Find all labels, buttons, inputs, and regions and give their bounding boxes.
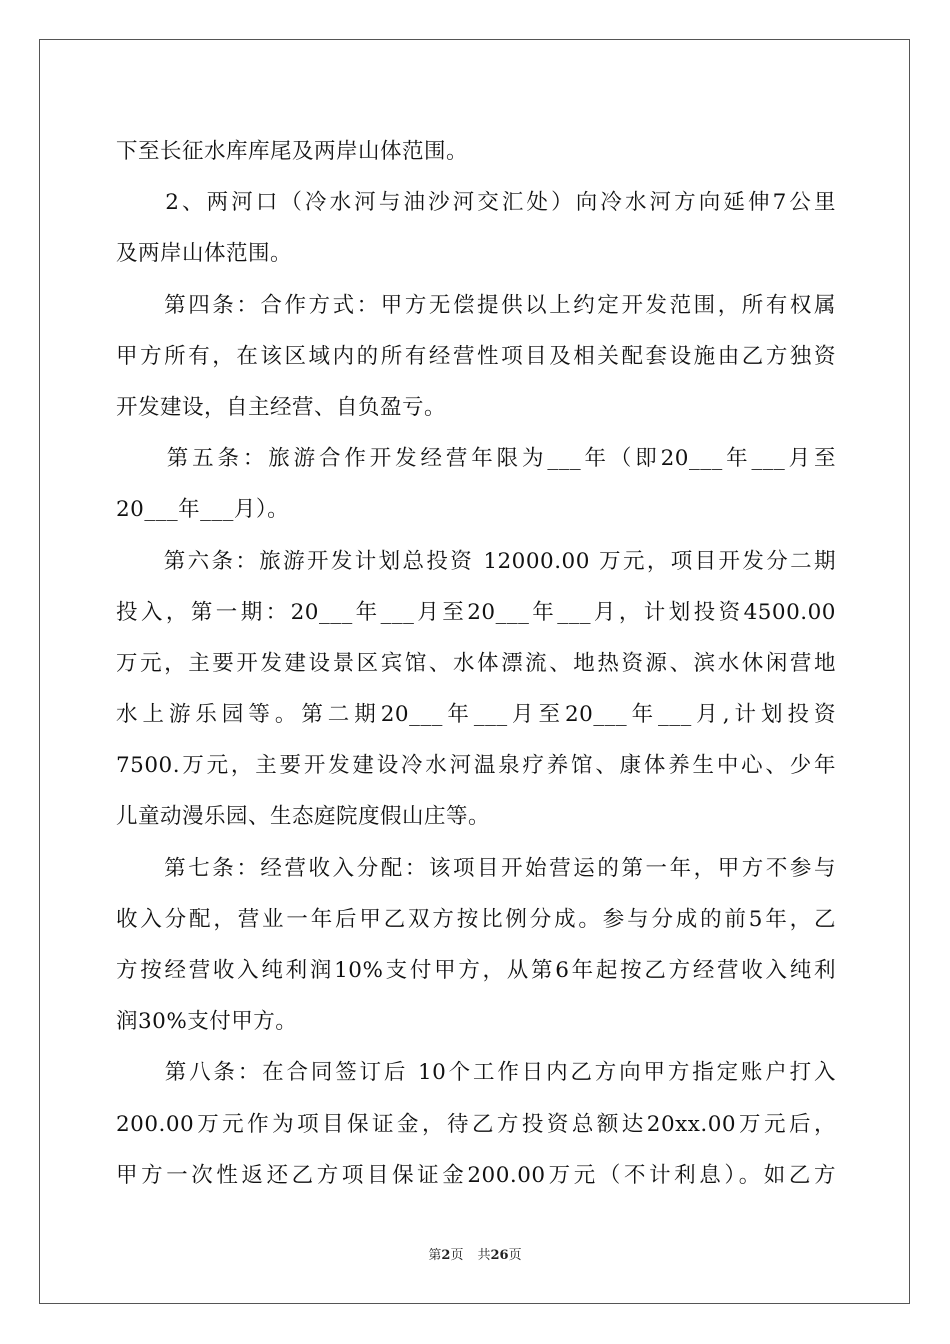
text-line: 万元，主要开发建设景区宾馆、水体漂流、地热资源、滨水休闲营地 bbox=[116, 650, 836, 676]
text-line: 方按经营收入纯利润10%支付甲方，从第6年起按乙方经营收入纯利 bbox=[116, 958, 836, 983]
text-line: 投入，第一期：20___年___月至20___年___月，计划投资4500.00 bbox=[116, 599, 836, 625]
page-total: 26 bbox=[490, 1248, 509, 1263]
document-body bbox=[116, 126, 836, 1201]
page-prefix: 第 bbox=[428, 1248, 442, 1263]
text-line: 水上游乐园等。第二期20___年___月至20___年___月,计划投资 bbox=[116, 702, 836, 728]
text-line: 下至长征水库库尾及两岸山体范围。 bbox=[116, 139, 469, 164]
text-line: 儿童动漫乐园、生态庭院度假山庄等。 bbox=[116, 804, 491, 830]
total-prefix: 共 bbox=[477, 1248, 491, 1263]
text-line: 润30%支付甲方。 bbox=[116, 1009, 298, 1035]
text-line: 第七条：经营收入分配：该项目开始营运的第一年，甲方不参与 bbox=[116, 855, 836, 881]
text-line: 第六条：旅游开发计划总投资 12000.00 万元，项目开发分二期 bbox=[116, 548, 836, 574]
text-line: 2、两河口（冷水河与油沙河交汇处）向冷水河方向延伸7公里 bbox=[116, 190, 836, 216]
total-suffix: 页 bbox=[508, 1248, 522, 1263]
text-line: 甲方所有，在该区域内的所有经营性项目及相关配套设施由乙方独资 bbox=[116, 343, 836, 369]
text-line: 第四条：合作方式：甲方无偿提供以上约定开发范围，所有权属 bbox=[116, 292, 836, 318]
text-line: 200.00万元作为项目保证金，待乙方投资总额达20xx.00万元后， bbox=[116, 1111, 836, 1137]
text-line: 及两岸山体范围。 bbox=[116, 241, 293, 267]
page-suffix: 页 bbox=[450, 1248, 464, 1263]
text-line: 开发建设，自主经营、自负盈亏。 bbox=[116, 394, 447, 420]
text-line: 第八条：在合同签订后 10个工作日内乙方向甲方指定账户打入 bbox=[116, 1060, 836, 1086]
text-line: 收入分配，营业一年后甲乙双方按比例分成。参与分成的前5年，乙 bbox=[116, 906, 836, 932]
page-current: 2 bbox=[441, 1248, 451, 1263]
text-line: 甲方一次性返还乙方项目保证金200.00万元（不计利息）。如乙方 bbox=[116, 1162, 836, 1188]
page-footer bbox=[0, 1244, 950, 1263]
text-line: 7500.万元，主要开发建设冷水河温泉疗养馆、康体养生中心、少年 bbox=[116, 753, 836, 779]
text-line: 20___年___月）。 bbox=[116, 497, 290, 523]
text-line: 第五条：旅游合作开发经营年限为___年（即20___年___月至 bbox=[116, 446, 836, 472]
